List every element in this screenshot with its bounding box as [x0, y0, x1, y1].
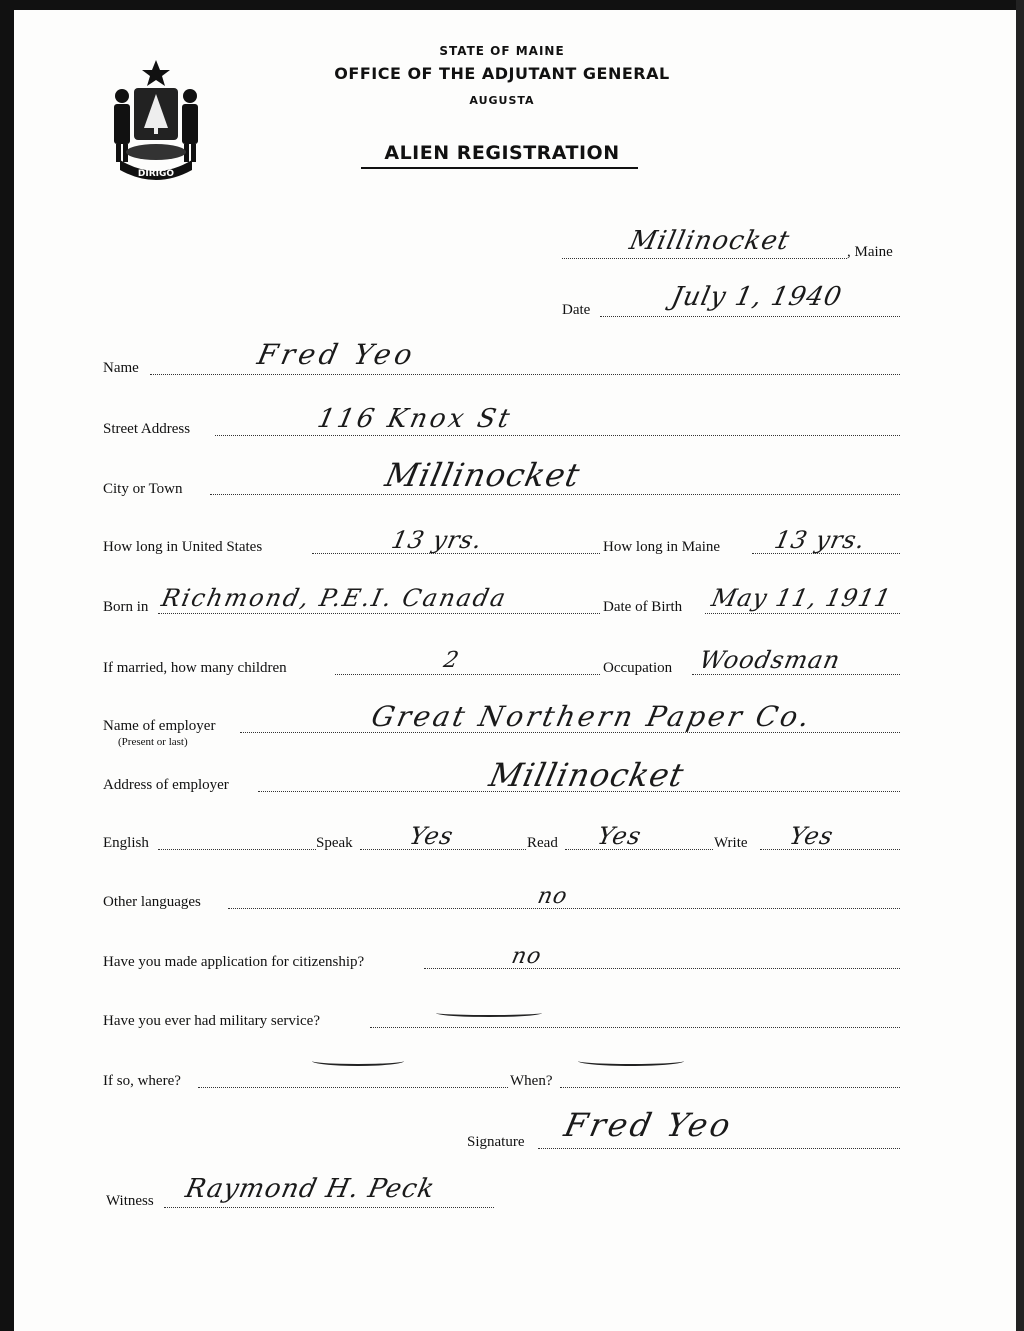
born-in-line	[158, 613, 600, 614]
scan-border-left	[0, 0, 14, 1331]
where-dash-mark	[312, 1056, 404, 1066]
dob-label: Date of Birth	[603, 599, 683, 615]
scan-border-top	[0, 0, 1024, 10]
how-long-maine-label: How long in Maine	[603, 539, 721, 555]
date-value: July 1, 1940	[668, 282, 845, 312]
when-label: When?	[510, 1073, 553, 1089]
header-state: STATE OF MAINE	[439, 44, 565, 58]
form-title: ALIEN REGISTRATION	[384, 142, 620, 164]
employer-label: Name of employer	[103, 718, 216, 734]
name-value: Fred Yeo	[254, 338, 420, 371]
born-in-value: Richmond, P.E.I. Canada	[159, 584, 510, 612]
when-dash-mark	[578, 1056, 684, 1066]
citizenship-line	[424, 968, 900, 969]
date-line	[600, 316, 900, 317]
english-label: English	[103, 835, 149, 851]
write-value: Yes	[787, 822, 837, 850]
signature-value: Fred Yeo	[560, 1106, 737, 1144]
city-label: City or Town	[103, 481, 183, 497]
town-line	[562, 258, 847, 259]
name-line	[150, 374, 900, 375]
military-line	[370, 1027, 900, 1028]
military-label: Have you ever had military service?	[103, 1013, 320, 1029]
read-line	[565, 849, 713, 850]
occupation-value: Woodsman	[697, 646, 844, 674]
header-city: AUGUSTA	[469, 94, 535, 107]
town-value: Millinocket	[626, 226, 793, 256]
children-value: 2	[441, 648, 462, 673]
title-underline	[361, 167, 638, 169]
signature-label: Signature	[467, 1134, 525, 1150]
how-long-maine-value: 13 yrs.	[772, 526, 869, 554]
dob-line	[705, 613, 900, 614]
where-label: If so, where?	[103, 1073, 181, 1089]
military-dash-mark	[436, 1009, 542, 1017]
children-label: If married, how many children	[103, 660, 287, 676]
how-long-us-value: 13 yrs.	[389, 526, 486, 554]
name-label: Name	[103, 360, 139, 376]
scan-border-right	[1016, 0, 1024, 1331]
other-languages-label: Other languages	[103, 894, 201, 910]
occupation-label: Occupation	[603, 660, 673, 676]
read-label: Read	[527, 835, 558, 851]
speak-value: Yes	[407, 822, 457, 850]
city-value: Millinocket	[381, 456, 584, 494]
date-label: Date	[562, 302, 591, 318]
header-office: OFFICE OF THE ADJUTANT GENERAL	[334, 64, 670, 83]
read-value: Yes	[595, 822, 645, 850]
where-line	[198, 1087, 508, 1088]
when-line	[560, 1087, 900, 1088]
street-line	[215, 435, 900, 436]
witness-label: Witness	[106, 1193, 154, 1209]
citizenship-label: Have you made application for citizenship?	[103, 954, 365, 970]
employer-value: Great Northern Paper Co.	[368, 700, 816, 733]
speak-label: Speak	[316, 835, 353, 851]
seal-motto: DIRIGO	[137, 169, 175, 179]
other-languages-value: no	[535, 884, 571, 909]
witness-value: Raymond H. Peck	[182, 1174, 438, 1204]
born-in-label: Born in	[103, 599, 149, 615]
english-line	[158, 849, 316, 850]
how-long-us-label: How long in United States	[103, 539, 263, 555]
citizenship-value: no	[509, 944, 545, 969]
city-line	[210, 494, 900, 495]
maine-label: , Maine	[847, 244, 893, 260]
street-label: Street Address	[103, 421, 191, 437]
employer-sublabel: (Present or last)	[118, 736, 188, 748]
dob-value: May 11, 1911	[709, 584, 894, 612]
children-line	[335, 674, 600, 675]
employer-address-label: Address of employer	[103, 777, 229, 793]
occupation-line	[692, 674, 900, 675]
employer-address-value: Millinocket	[485, 756, 688, 794]
witness-line	[164, 1207, 494, 1208]
street-value: 116 Knox St	[314, 404, 516, 434]
write-label: Write	[714, 835, 748, 851]
signature-line	[538, 1148, 900, 1149]
